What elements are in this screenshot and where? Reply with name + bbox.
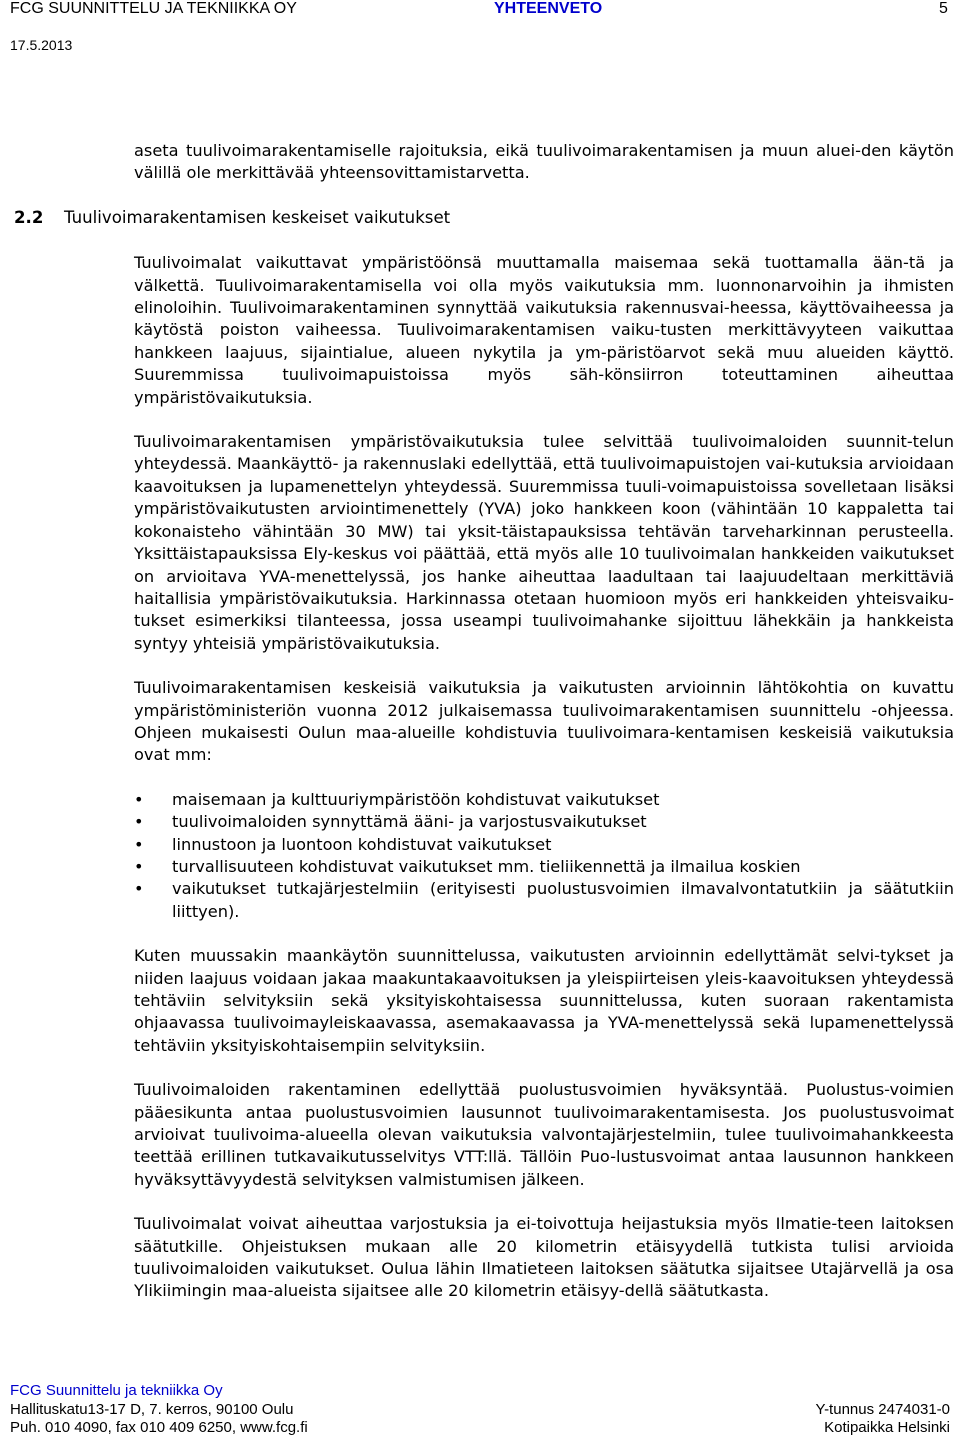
intro-paragraph: aseta tuulivoimarakentamiselle rajoituksia, eikä tuulivoimarakentamisen ja muun aluei-den käytön välillä ole merkittävää yhteensovittamistarvetta. [134, 141, 954, 183]
paragraph-6: Tuulivoimalat voivat aiheuttaa varjostuksia ja ei-toivottuja heijastuksia myös Ilmatie-teen laitoksen säätutkille. Ohjeistuksen mukaan alle 20 kilometrin etäisyydellä tutkista tulisi arvioida tuulivoimaloiden vaikutukset. Oulua lähin Ilmatieteen laitoksen säätutka sijaitsee Utajärvellä ja osa Ylikiimingin maa-alueista sijaitsee alle 20 kilometrin etäisyy-dellä säätutkasta. [134, 1214, 954, 1301]
paragraph-5: Tuulivoimaloiden rakentaminen edellyttää puolustusvoimien hyväksyntää. Puolustus-voimien pääesikunta antaa puolustusvoimien lausunnot tuulivoimarakentamisesta. Jos puolustusvoimat arvioivat tuulivoima-alueella olevan vaikutuksia valvontajärjestelmiin, tulee tuulivoimahankkeesta teettää erillinen tutkavaikutusselvitys VTT:llä. Tällöin Puo-lustusvoimat antaa lausunnon hankkeen hyväksyttävyydestä selvityksen valmistumisen jälkeen. [134, 1080, 954, 1189]
paragraph-3: Tuulivoimarakentamisen keskeisiä vaikutuksia ja vaikutusten arvioinnin lähtökohtia on kuvattu ympäristöministeriön vuonna 2012 julkaisemassa tuulivoimarakentamisen suunnittelu -ohjeessa. Ohjeen mukaisesti Oulun maa-alueille kohdistuvia tuulivoimara-kentamisen keskeisiä vaikutuksia ovat mm: [134, 678, 954, 765]
footer-domicile: Kotipaikka Helsinki [824, 1419, 950, 1436]
bullet-icon: • [134, 789, 144, 809]
bullet-icon: • [134, 812, 144, 832]
footer-left [10, 1382, 308, 1438]
footer-business-id: Y-tunnus 2474031-0 [815, 1400, 950, 1418]
footer-company: FCG Suunnittelu ja tekniikka Oy [10, 1382, 223, 1399]
list-item: • vaikutukset tutkajärjestelmiin (erityisesti puolustusvoimien ilmavalvontatutkiin ja säätutkiin liittyen). [134, 879, 954, 921]
paragraph-2: Tuulivoimarakentamisen ympäristövaikutuksia tulee selvittää tuulivoimaloiden suunnit-telun yhteydessä. Maankäyttö- ja rakennuslaki edellyttää, että tuulivoimapuistojen vai-kutuksia arvioidaan kaavoituksen ja lupamenettelyn yhteydessä. Suuremmissa tuuli-voimapuistoissa sovelletaan lisäksi ympäristövaikutusten arviointimenettely (YVA) joko hankkeen koon (vähintään 10 kappaletta tai kokonaisteho vähintään 30 MW) tai yksit-täistapauksissa tehtävän tarveharkinnan perusteella. Yksittäistapauksissa Ely-keskus voi päättää, että myös alle 10 tuulivoimalan hankkeiden vaikutukset on arvioitava YVA-menettelyssä, jos hanke aiheuttaa laadultaan tai laajuudeltaan merkittäviä haitallisia ympäristövaikutuksia. Harkinnassa otetaan huomioon myös eri hankkeiden yhteisvaiku-tukset esimerkiksi tilanteessa, jossa useampi tuulivoimahanke sijoittuu lähekkäin ja hankkeista syntyy yhteisiä ympäristövaikutuksia. [134, 432, 954, 653]
list-item: • maisemaan ja kulttuuriympäristöön kohdistuvat vaikutukset [134, 789, 954, 811]
page-header [0, 0, 960, 60]
list-item: • linnustoon ja luontoon kohdistuvat vaikutukset [134, 834, 954, 856]
header-company: FCG SUUNNITTELU JA TEKNIIKKA OY [10, 0, 297, 17]
header-date: 17.5.2013 [10, 37, 73, 53]
footer-right [815, 1401, 950, 1438]
page-number: 5 [939, 0, 948, 17]
footer-contact: Puh. 010 4090, fax 010 409 6250, www.fcg.fi [10, 1419, 308, 1436]
bullet-icon: • [134, 879, 144, 899]
section-title: Tuulivoimarakentamisen keskeiset vaikutukset [64, 207, 451, 227]
section-heading [14, 207, 954, 229]
paragraph-1: Tuulivoimalat vaikuttavat ympäristöönsä muuttamalla maisemaa sekä tuottamalla ään-tä ja välkettä. Tuulivoimarakentamisella voi olla myös vaikutuksia mm. luonnonarvoihin ja ihmisten elinoloihin. Tuulivoimarakentaminen synnyttää vaikutuksia rakennusvai-heessa, käyttövaiheessa ja käytöstä poiston vaiheessa. Tuulivoimarakentamisen vaiku-tusten merkittävyyteen vaikuttaa hankkeen laajuus, sijaintialue, alueen nykytila ja ym-päristöarvot sekä muu alueiden käyttö. Suuremmissa tuulivoimapuistoissa myös säh-könsiirron toteuttaminen aiheuttaa ympäristövaikutuksia. [134, 253, 954, 407]
bullet-icon: • [134, 834, 144, 854]
list-item: • tuulivoimaloiden synnyttämä ääni- ja varjostusvaikutukset [134, 811, 954, 833]
bullet-icon: • [134, 856, 144, 876]
list-item: • turvallisuuteen kohdistuvat vaikutukset mm. tieliikennettä ja ilmailua koskien [134, 856, 954, 878]
paragraph-4: Kuten muussakin maankäytön suunnittelussa, vaikutusten arvioinnin edellyttämät selvi-tykset ja niiden laajuus voidaan jakaa maakuntakaavoituksen ja yleispiirteisen yleis-kaavoituksen yhteydessä tehtäviin selvityksiin sekä yksityiskohtaisessa suunnittelussa, kuten suoraan rakentamista ohjaavassa tuulivoimayleiskaavassa, asemakaavassa ja YVA-menettelyssä sekä lupamenettelyssä tehtäviin yksityiskohtaisempiin selvityksiin. [134, 946, 954, 1055]
section-number: 2.2 [14, 207, 44, 227]
footer-address: Hallituskatu13-17 D, 7. kerros, 90100 Oulu [10, 1400, 294, 1418]
header-title: YHTEENVETO [494, 0, 603, 17]
impacts-list [134, 789, 954, 923]
document-body [14, 140, 954, 1325]
